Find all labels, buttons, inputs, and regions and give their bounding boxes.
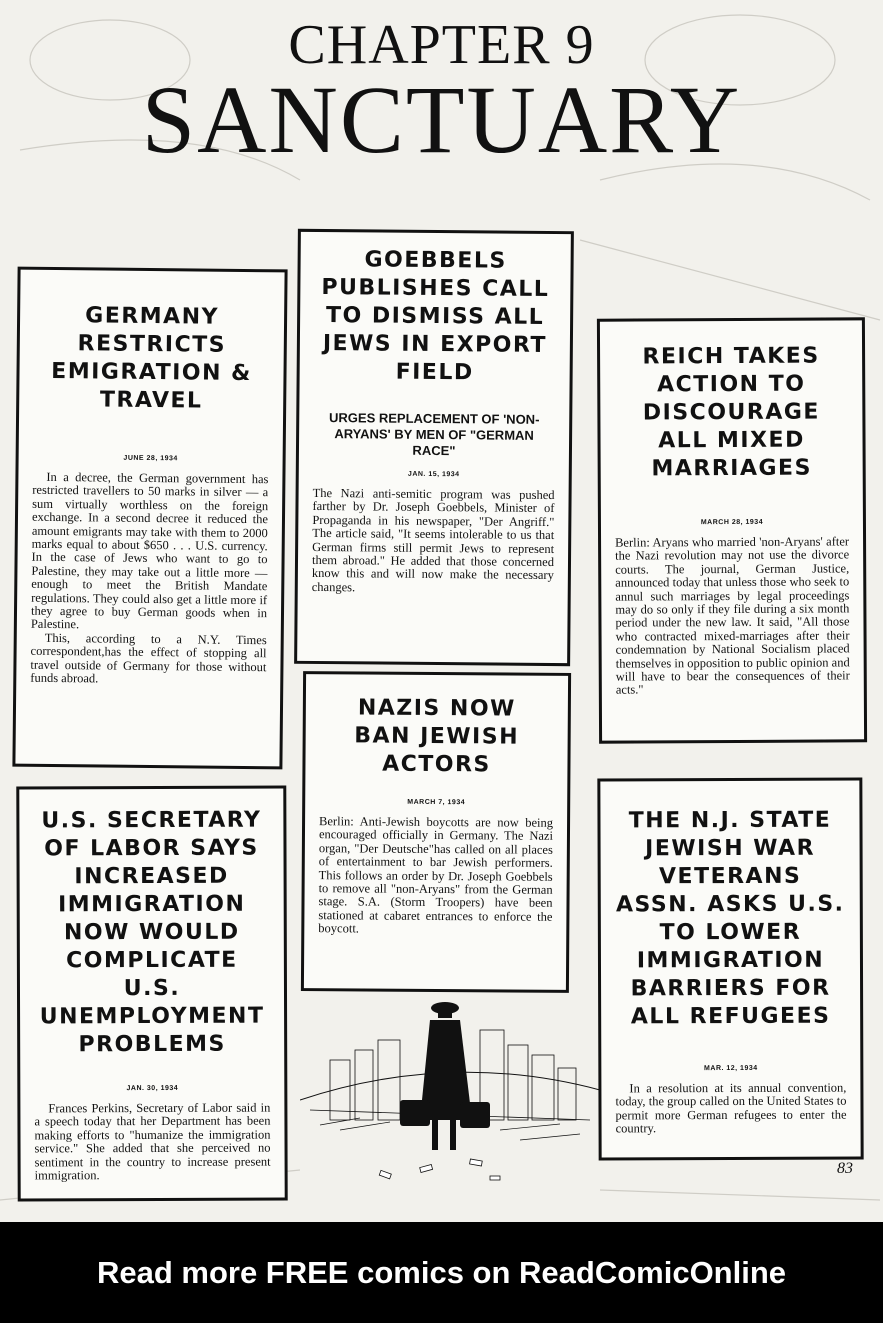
article-date: MAR. 12, 1934 bbox=[704, 1064, 758, 1073]
chapter-number: CHAPTER 9 bbox=[288, 14, 595, 76]
refugee-illustration bbox=[300, 990, 600, 1190]
article-headline: GOEBBELS PUBLISHES CALL TO DISMISS ALL JEWS IN EXPORT FIELD bbox=[321, 247, 550, 386]
chapter-title: SANCTUARY bbox=[141, 66, 742, 173]
article-headline: GERMANY RESTRICTS EMIGRATION & TRAVEL bbox=[51, 303, 252, 414]
article-headline: REICH TAKES ACTION TO DISCOURAGE ALL MIXED MARRIAGES bbox=[642, 343, 820, 482]
article-paragraph: In a decree, the German government has restricted travellers to 50 marks in silver — a sum virtually worthless on the foreign exchange. In a second decree it reduced the amount emigrants may take with them to 2000 marks equal to about $650 . . . U.S. currency. In the case of Jews who want to go to Palestine, they may take out a little more — enough to meet the British Mandate regulations. They could also get a little more if they agree to buy German goods when in Palestine. bbox=[30, 469, 269, 632]
article-paragraph: This, according to a N.Y. Times correspondent,has the effect of stopping all travel outside of Germany for those without funds abroad. bbox=[30, 630, 267, 686]
article-nj-jewish-war-veterans bbox=[597, 778, 863, 1161]
article-goebbels-export-field bbox=[294, 229, 574, 666]
article-paragraph: Berlin: Anti-Jewish boycotts are now being encouraged officially in Germany. The Nazi organ, "Der Deutsche"has called on all places of entertainment to bar Jewish performers. This follows an order by Dr. Joseph Goebbels to remove all "non-Aryans" from the German stage. S.A. (Storm Troopers) have been stationed at cabaret entrances to enforce the boycott. bbox=[318, 814, 554, 936]
article-reich-mixed-marriages bbox=[597, 317, 867, 743]
promo-banner-text[interactable]: Read more FREE comics on ReadComicOnline bbox=[96, 1254, 787, 1290]
article-headline: THE N.J. STATE JEWISH WAR VETERANS ASSN. ASKS U.S. TO LOWER IMMIGRATION BARRIERS FOR ALL REFUGEES bbox=[615, 807, 845, 1030]
article-date: MARCH 7, 1934 bbox=[407, 798, 466, 807]
article-date: JAN. 15, 1934 bbox=[407, 470, 460, 479]
article-subheadline: URGES REPLACEMENT OF 'NON-ARYANS' BY MEN OF "GERMAN RACE" bbox=[329, 410, 540, 459]
article-us-secretary-of-labor bbox=[16, 786, 287, 1202]
page-number: 83 bbox=[837, 1160, 853, 1177]
promo-banner[interactable] bbox=[0, 1222, 883, 1323]
article-paragraph: The Nazi anti-semitic program was pushed farther by Dr. Joseph Goebbels, Minister of Propaganda in his newspaper, "Der Angriff." The article said, "It seems intolerable to us that German firms still permit Jews to represent them abroad." He added that those concerned know this and will now make the necessary changes. bbox=[311, 485, 555, 595]
article-germany-restricts-emigration bbox=[12, 267, 287, 770]
article-date: MARCH 28, 1934 bbox=[700, 518, 764, 527]
article-date: JAN. 30, 1934 bbox=[126, 1084, 179, 1093]
article-paragraph: In a resolution at its annual convention, today, the group called on the United States to permit more German refugees to enter the country. bbox=[615, 1080, 847, 1136]
article-nazis-ban-jewish-actors bbox=[301, 671, 571, 993]
article-paragraph: Berlin: Aryans who married 'non-Aryans' after the Nazi revolution may not use the divorce courts. The journal, German Justice, announced today that unless those who seek to annul such marriages by legal proceedings may do so only if they file during a six month period under the new law. It said, "All those who contracted mixed-marriages after their condemnation by National Socialism placed themselves in opposition to public opinion and will have to bear the consequences of their acts." bbox=[615, 534, 850, 698]
article-headline: U.S. SECRETARY OF LABOR SAYS INCREASED IMMIGRATION NOW WOULD COMPLICATE U.S. UNEMPLOYMENT PROBLEMS bbox=[39, 807, 265, 1058]
article-date: JUNE 28, 1934 bbox=[123, 454, 178, 463]
article-paragraph: Frances Perkins, Secretary of Labor said in a speech today that her Department has been making efforts to "humanize the immigration service." She added that she perceived no sentiment in the country to increase present immigration. bbox=[34, 1100, 271, 1183]
article-headline: NAZIS NOW BAN JEWISH ACTORS bbox=[354, 695, 520, 778]
